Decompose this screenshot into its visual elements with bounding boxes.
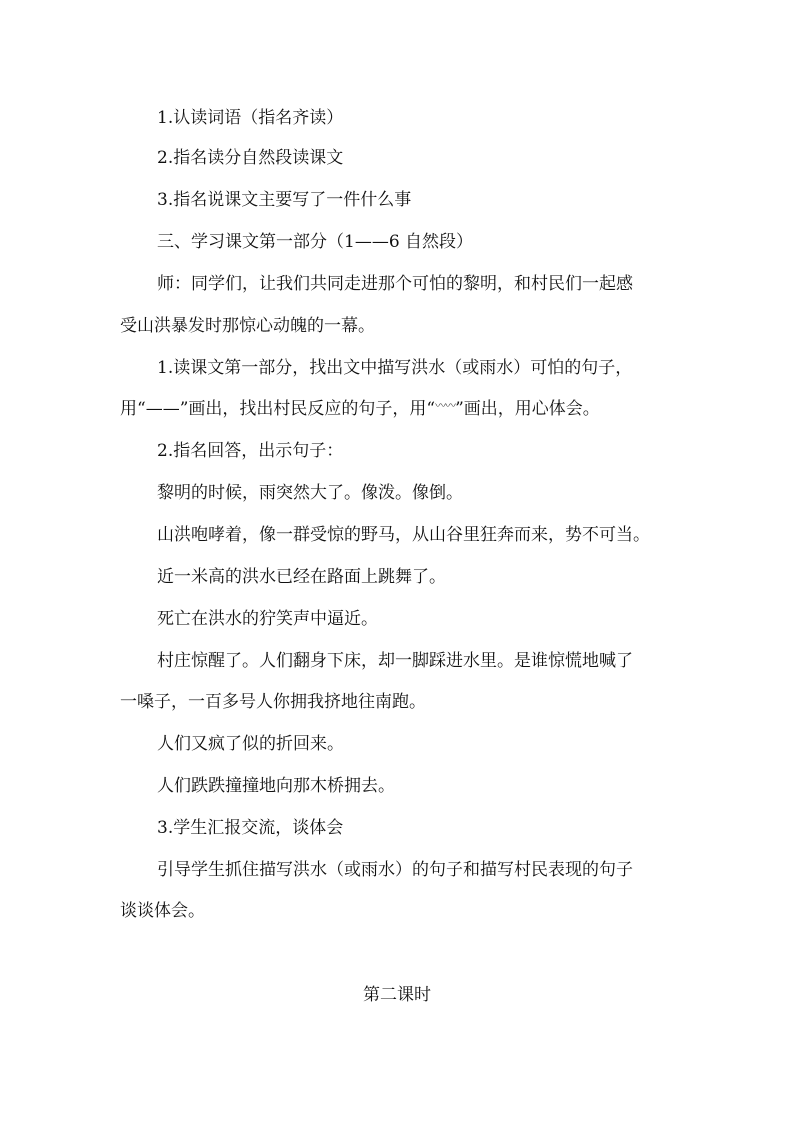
teacher-intro-line-2: 受山洪暴发时那惊心动魄的一幕。 (120, 316, 375, 336)
guidance-line-2: 谈谈体会。 (120, 901, 205, 921)
quote-village-awakes-line-1: 村庄惊醒了。人们翻身下床，却一脚踩进水里。是谁惊慌地喊了 (157, 651, 633, 671)
task-one-line-2-end: ”画出，用心体会。 (455, 399, 600, 419)
wavy-underline-mark: 〰〰 (435, 399, 456, 412)
guidance-line-1: 引导学生抓住描写洪水（或雨水）的句子和描写村民表现的句子 (157, 860, 633, 880)
task-three: 3.学生汇报交流，谈体会 (157, 818, 344, 838)
task-one-line-1: 1.读课文第一部分，找出文中描写洪水（或雨水）可怕的句子， (157, 358, 633, 378)
step-read-words: 1.认读词语（指名齐读） (157, 108, 344, 128)
quote-return: 人们又疯了似的折回来。 (157, 734, 344, 754)
quote-flood-height: 近一米高的洪水已经在路面上跳舞了。 (157, 567, 446, 587)
teacher-intro-line-1: 师：同学们，让我们共同走进那个可怕的黎明，和村民们一起感 (157, 274, 633, 294)
step-read-paragraphs: 2.指名读分自然段读课文 (157, 148, 344, 168)
quote-village-awakes-line-2: 一嗓子，一百多号人你拥我挤地往南跑。 (120, 692, 426, 712)
task-one-line-2-start: 用“——”画出，找出村民反应的句子，用“ (120, 399, 436, 419)
step-summarize: 3.指名说课文主要写了一件什么事 (157, 190, 412, 210)
second-lesson-heading: 第二课时 (363, 985, 431, 1005)
quote-mountain-flood: 山洪咆哮着，像一群受惊的野马，从山谷里狂奔而来，势不可当。 (157, 525, 650, 545)
task-two: 2.指名回答，出示句子： (157, 441, 344, 461)
quote-dawn-rain: 黎明的时候，雨突然大了。像泼。像倒。 (157, 483, 463, 503)
task-one-line-2 (120, 397, 600, 423)
section-heading-three: 三、学习课文第一部分（1——6 自然段） (157, 232, 474, 252)
quote-bridge: 人们跌跌撞撞地向那木桥拥去。 (157, 776, 395, 796)
quote-death-approaches: 死亡在洪水的狞笑声中逼近。 (157, 609, 378, 629)
